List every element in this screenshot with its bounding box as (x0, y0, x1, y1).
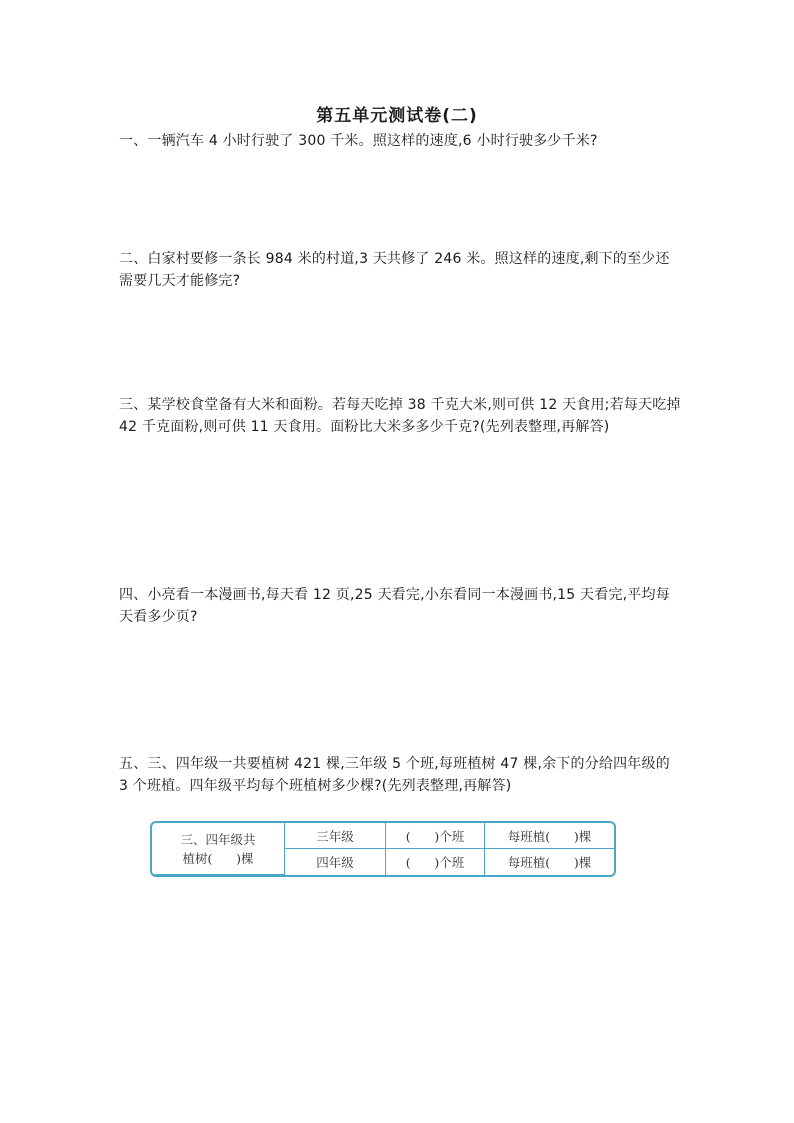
per-class-cell: 每班植( )棵 (485, 849, 615, 875)
question-2: 二、白家村要修一条长 984 米的村道,3 天共修了 246 米。照这样的速度,剩下的至少还需要几天才能修完? (119, 251, 670, 289)
total-trees-cell (152, 823, 285, 875)
grade-cell: 四年级 (285, 849, 386, 875)
page-title: 第五单元测试卷(二) (316, 106, 478, 126)
per-class-cell: 每班植( )棵 (485, 823, 615, 849)
grade-cell: 三年级 (285, 823, 386, 849)
total-trees-label: 三、四年级共 (180, 831, 256, 847)
question-3: 三、某学校食堂备有大米和面粉。若每天吃掉 38 千克大米,则可供 12 天食用;若每天吃掉 42 千克面粉,则可供 11 天食用。面粉比大米多多少千克?(先列表整理,再解答) (119, 397, 681, 435)
classes-cell: ( )个班 (386, 823, 485, 849)
question-5: 五、三、四年级一共要植树 421 棵,三年级 5 个班,每班植树 47 棵,余下的分给四年级的 3 个班植。四年级平均每个班植树多少棵?(先列表整理,再解答) (119, 756, 670, 794)
total-trees-blank: 植树( )棵 (182, 850, 254, 866)
organize-table (150, 821, 616, 877)
classes-cell: ( )个班 (386, 849, 485, 875)
question-1: 一、一辆汽车 4 小时行驶了 300 千米。照这样的速度,6 小时行驶多少千米? (119, 133, 598, 149)
organize-table-grid (152, 823, 614, 875)
table-row (152, 823, 614, 849)
question-4: 四、小亮看一本漫画书,每天看 12 页,25 天看完,小东看同一本漫画书,15 天看完,平均每天看多少页? (119, 587, 670, 625)
